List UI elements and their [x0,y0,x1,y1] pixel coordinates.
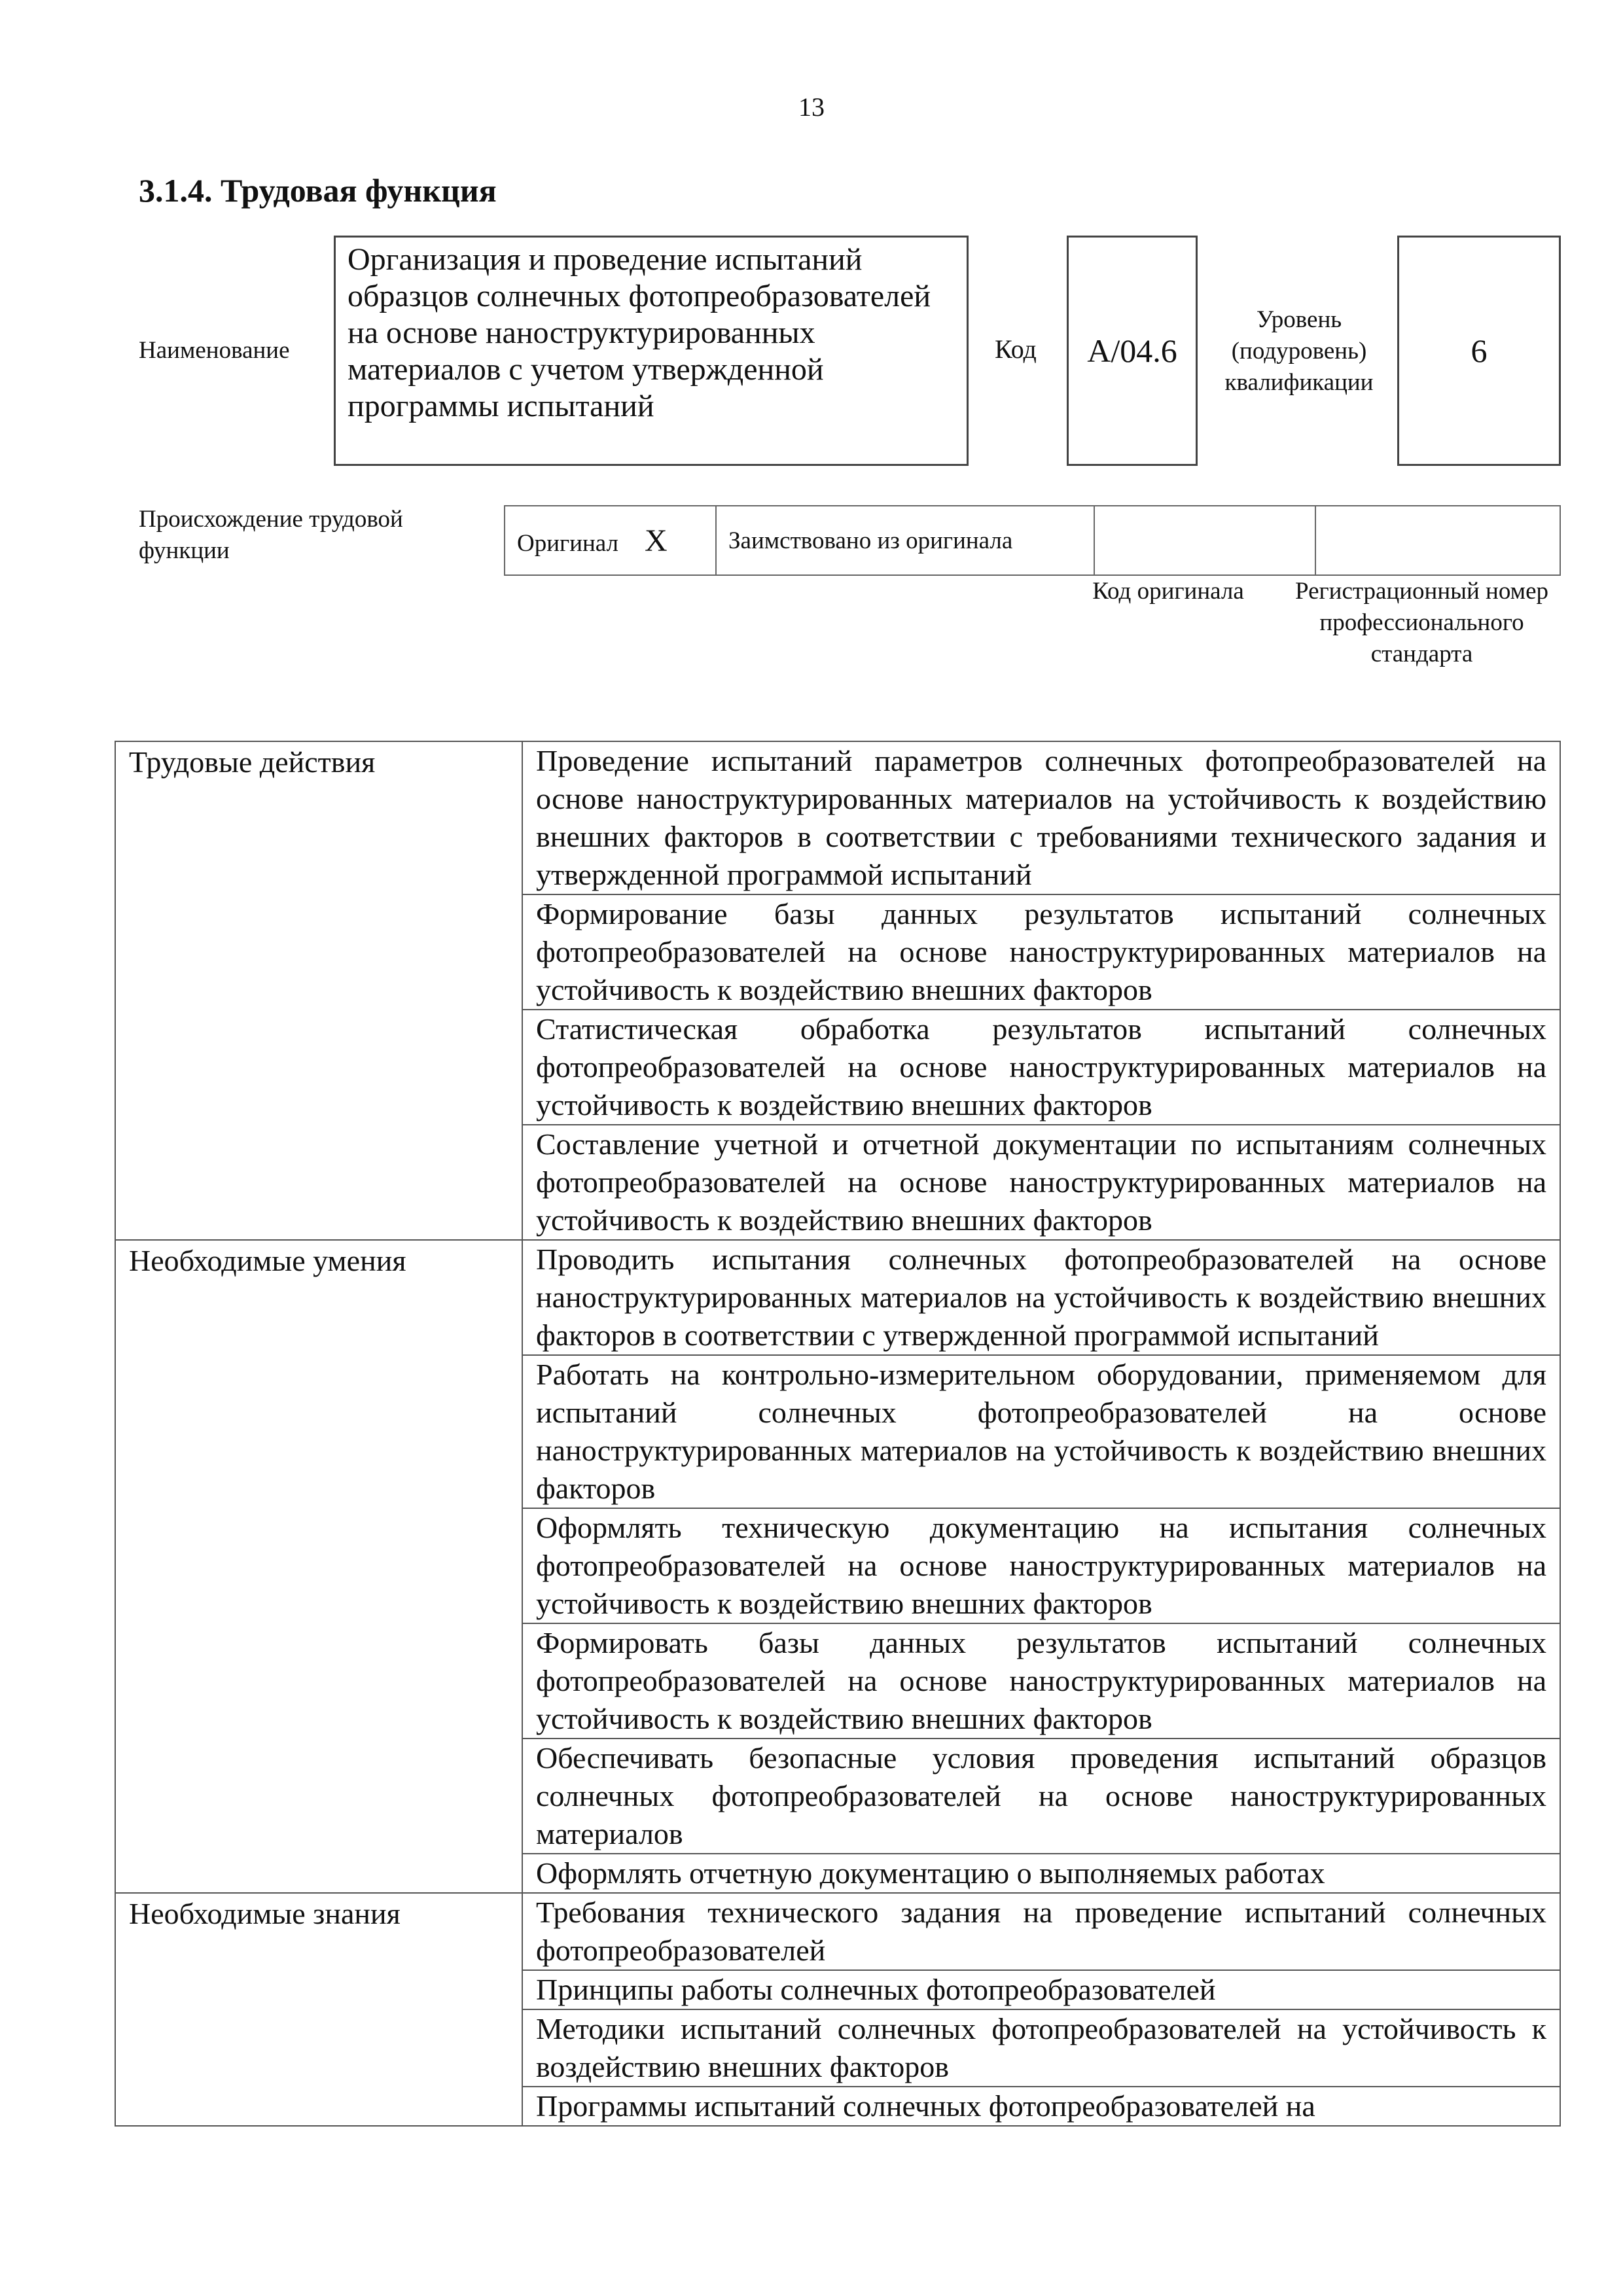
borrowed-label: Заимствовано из оригинала [716,506,1094,575]
origin-table [504,505,1561,576]
section-item: Проводить испытания солнечных фотопреобразователей на основе наноструктурированных материалов на устойчивость к воздействию внешних факторов в соответствии с утвержденной программой испытаний [522,1240,1560,1355]
code-box: A/04.6 [1067,236,1198,466]
section-item: Оформлять техническую документацию на испытания солнечных фотопреобразователей на основе наноструктурированных материалов на устойчивость к воздействию внешних факторов [522,1508,1560,1623]
section-title: Трудовые действия [115,741,522,1240]
origin-original-cell [505,506,716,575]
section-item: Формировать базы данных результатов испытаний солнечных фотопреобразователей на основе наноструктурированных материалов на устойчивость к воздействию внешних факторов [522,1623,1560,1739]
original-code-cell [1094,506,1315,575]
section-item: Программы испытаний солнечных фотопреобразователей на [522,2087,1560,2126]
function-name-box: Организация и проведение испытаний образцов солнечных фотопреобразователей на основе наноструктурированных материалов с учетом утвержденной программы испытаний [334,236,969,466]
table-row [115,741,1560,894]
function-table [115,741,1561,2127]
section-item: Формирование базы данных результатов испытаний солнечных фотопреобразователей на основе наноструктурированных материалов на устойчивость к воздействию внешних факторов [522,894,1560,1010]
section-item: Методики испытаний солнечных фотопреобразователей на устойчивость к воздействию внешних факторов [522,2009,1560,2087]
level-box: 6 [1397,236,1561,466]
original-label: Оригинал [517,529,619,557]
section-item: Проведение испытаний параметров солнечных фотопреобразователей на основе наноструктурированных материалов на устойчивость к воздействию внешних факторов в соответствии с требованиями технического задания и утвержденной программой испытаний [522,741,1560,894]
section-title: Необходимые умения [115,1240,522,1893]
code-label: Код [995,334,1037,364]
section-heading: 3.1.4. Трудовая функция [139,172,497,209]
original-mark: X [645,523,668,558]
table-row [115,1893,1560,1970]
caption-original-code: Код оригинала [1092,578,1244,605]
table-row [115,1240,1560,1355]
section-item: Обеспечивать безопасные условия проведения испытаний образцов солнечных фотопреобразователей на основе наноструктурированных материалов [522,1739,1560,1854]
section-title: Необходимые знания [115,1893,522,2126]
section-item: Работать на контрольно-измерительном оборудовании, применяемом для испытаний солнечных фотопреобразователей на основе наноструктурированных материалов на устойчивость к воздействию внешних факторов [522,1355,1560,1508]
level-label: Уровень (подуровень) квалификации [1224,306,1374,397]
page-number: 13 [798,92,825,122]
section-item: Принципы работы солнечных фотопреобразователей [522,1970,1560,2009]
caption-reg-number: Регистрационный номер профессионального стандарта [1294,578,1548,668]
name-label: Наименование [139,337,290,364]
section-item: Статистическая обработка результатов испытаний солнечных фотопреобразователей на основе наноструктурированных материалов на устойчивость к воздействию внешних факторов [522,1010,1560,1125]
reg-number-cell [1315,506,1560,575]
section-item: Составление учетной и отчетной документации по испытаниям солнечных фотопреобразователей на основе наноструктурированных материалов на устойчивость к воздействию внешних факторов [522,1125,1560,1240]
section-item: Требования технического задания на проведение испытаний солнечных фотопреобразователей [522,1893,1560,1970]
section-item: Оформлять отчетную документацию о выполняемых работах [522,1854,1560,1893]
origin-label: Происхождение трудовой функции [139,506,403,565]
